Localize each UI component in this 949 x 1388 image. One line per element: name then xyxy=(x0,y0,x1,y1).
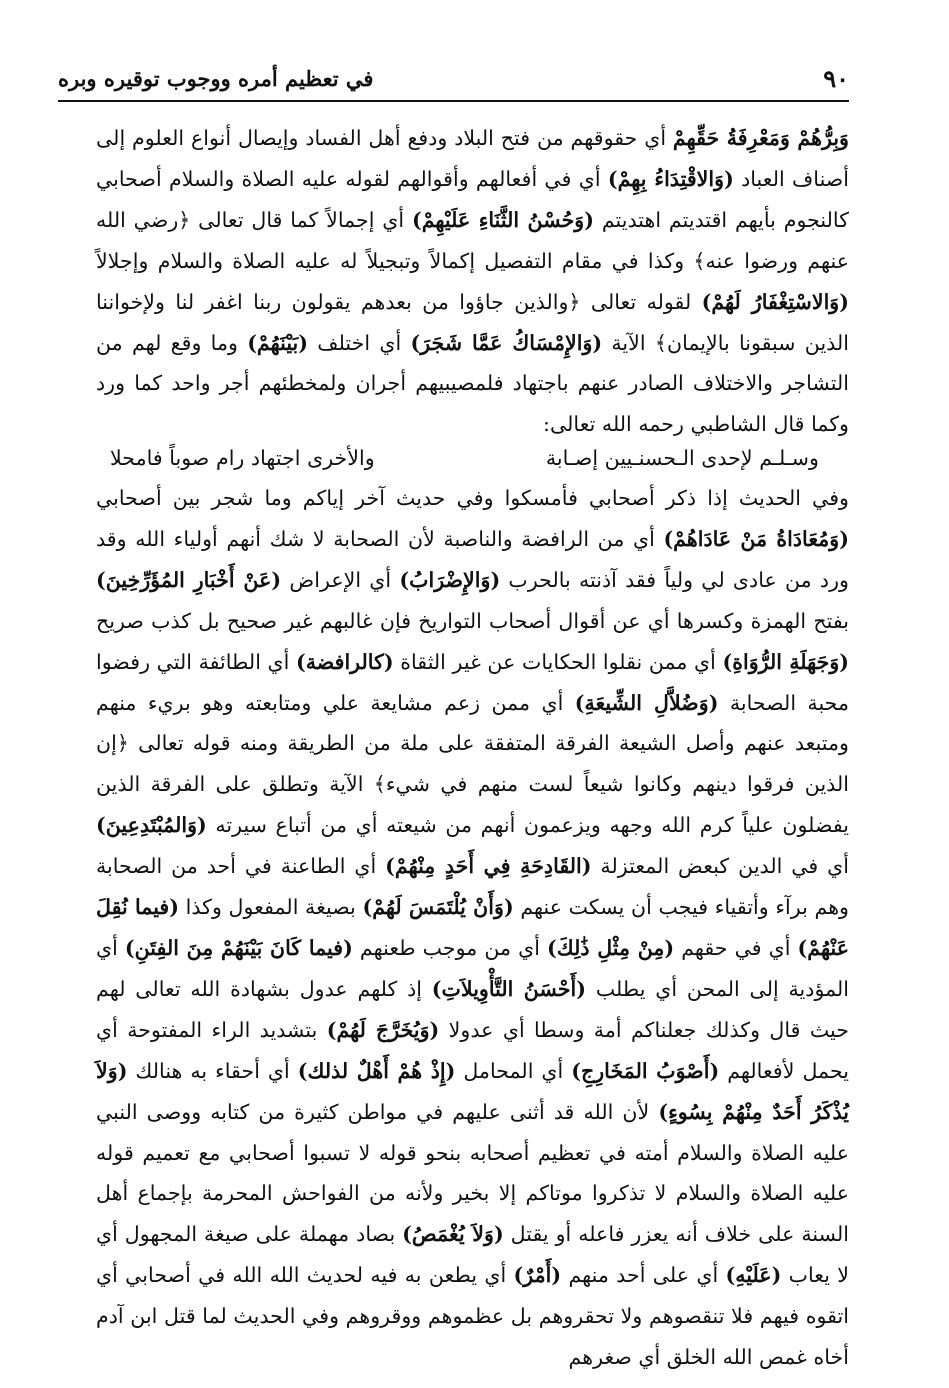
sharh-text: أي في حقهم xyxy=(674,935,798,960)
page-number: ٩٠ xyxy=(823,63,849,93)
matn-phrase: (أَمْرٌ) xyxy=(513,1263,562,1288)
poetry-verse xyxy=(110,438,819,478)
sharh-text: وما وقع لهم من التشاجر والاختلاف الصادر عنهم باجتهاد فلمصيبيهم أجران ولمخطئهم أجر واحد كما ورد وكما قال الشاطبي رحمه الله تعالى: xyxy=(96,330,849,437)
matn-phrase: (وَمُعَادَاةُ مَنْ عَادَاهُمْ) xyxy=(663,526,849,551)
sharh-text: أي الطاعنة في أحد من الصحابة وهم برآء وأتقياء فيجب أن يسكت عنهم xyxy=(96,854,850,920)
matn-phrase: (كالرافضة) xyxy=(295,649,394,674)
matn-phrase: (وَأَنْ يُلْتَمَسَ لَهُمْ) xyxy=(362,895,514,920)
matn-phrase: (وَالإِضْرَابُ) xyxy=(399,567,501,592)
matn-phrase: (وَالإِمْسَاكُ عَمَّا شَجَرَ) xyxy=(410,330,603,355)
page-header xyxy=(58,56,849,102)
matn-phrase: (عَنْ أَخْبَارِ المُؤَرِّخِينَ) xyxy=(96,567,282,592)
matn-phrase: (وَضُلاَّلِ الشِّيعَةِ) xyxy=(574,690,719,715)
matn-phrase: (وَلاَ يُغْمَصُ) xyxy=(402,1222,504,1247)
matn-phrase: (وَجَهَلَةِ الرُّوَاةِ) xyxy=(722,649,850,674)
sharh-text: أي ممن نقلوا الحكايات عن غير الثقاة xyxy=(393,649,723,674)
matn-phrase: (وَالاقْتِدَاءُ بِهِمْ) xyxy=(607,166,734,191)
sharh-text: أي المؤدية إلى المحن أي يطلب xyxy=(96,935,849,1001)
sharh-text: بفتح الهمزة وكسرها أي عن أقوال أصحاب التواريخ فإن غالبهم غير صحيح بل كذب صريح xyxy=(96,608,849,633)
sharh-text: لأن الله قد أثنى عليهم في مواطن كثيرة من كتابه ووصى النبي عليه الصلاة والسلام أمته في تعظيم أصحابه بنحو قوله لا تسبوا أصحابي مع تعميم قوله عليه الصلاة والسلام لا تذكروا موتاكم إلا بخير ولأنه من الفواحش المحرمة بإجماع أهل السنة على خلاف أنه يعزر فاعله أو يقتل xyxy=(96,1099,849,1247)
sharh-text: أي المحامل xyxy=(455,1058,572,1083)
running-title: في تعظيم أمره ووجوب توقيره وبره xyxy=(58,65,374,91)
commentary-paragraph-2 xyxy=(96,478,849,1378)
sharh-text: بصاد مهملة على صيغة المجهول أي لا يعاب xyxy=(96,1222,850,1288)
sharh-text: أي في الدين كبعض المعتزلة xyxy=(591,854,850,879)
sharh-text: أي إجمالاً كما قال تعالى ﴿رضي الله عنهم ورضوا عنه﴾ وكذا في مقام التفصيل إكمالاً وتبجيلاً له عليه الصلاة والسلام وإجلالاً xyxy=(96,207,850,273)
sharh-text: لقوله تعالى ﴿والذين جاؤوا من بعدهم يقولون ربنا اغفر لنا ولإخواننا الذين سبقونا بالإيمان﴾ الآية xyxy=(96,289,849,355)
sharh-text: أي الإعراض xyxy=(281,567,400,592)
matn-phrase: (فيما كَانَ بَيْنَهُمْ مِنَ الفِتَنِ) xyxy=(124,935,353,960)
sharh-text: أي أحقاء به هنالك xyxy=(127,1058,298,1083)
sharh-text: إذ كلهم عدول بشهادة الله تعالى لهم حيث قال وكذلك جعلناكم أمة وسطا أي عدولا xyxy=(96,976,850,1042)
matn-phrase: (وَالمُبْتَدِعِينَ) xyxy=(96,813,207,838)
sharh-text: أي من الرافضة والناصبة لأن الصحابة لا شك أنهم أولياء الله وقد ورد من عادى لي ولياً فقد آذنته بالحرب xyxy=(96,526,849,592)
sharh-text: أي من موجب طعنهم xyxy=(352,935,547,960)
matn-phrase: (بَيْنَهُمْ) xyxy=(247,330,309,355)
sharh-text: أي في أفعالهم وأقوالهم لقوله عليه الصلاة والسلام أصحابي كالنجوم بأيهم اقتديتم اهتديتم xyxy=(96,166,849,232)
matn-phrase: وَبِرُّهُمْ وَمَعْرِفَةُ حَقِّهِمْ xyxy=(672,126,849,150)
matn-phrase: (وَالاسْتِغْفَارُ لَهُمْ) xyxy=(701,289,849,314)
matn-phrase: (أَحْسَنُ التَّأْوِيلاَتِ) xyxy=(431,976,587,1001)
sharh-text: أي على أحد منهم xyxy=(561,1263,726,1288)
matn-phrase: (أَصْوَبُ المَخَارِجِ) xyxy=(571,1058,720,1083)
matn-phrase: (إِذْ هُمْ أَهْلٌ لذلك) xyxy=(297,1058,456,1083)
matn-phrase: (مِنْ مِثْلِ ذَٰلِكَ) xyxy=(546,935,675,960)
matn-phrase: (وَلاَ يُذْكَرُ أَحَدٌ مِنْهُمْ بِسُوءٍ) xyxy=(96,1058,849,1124)
matn-phrase: (وَيُخَرَّجَ لَهُمْ) xyxy=(326,1017,440,1042)
sharh-text: بصيغة المفعول وكذا xyxy=(179,895,363,920)
matn-phrase: (وَحُسْنُ الثَّنَاءِ عَلَيْهِمْ) xyxy=(411,207,594,232)
sharh-text: أي حقوقهم من فتح البلاد ودفع أهل الفساد وإيصال أنواع العلوم إلى أصناف العباد xyxy=(96,126,849,191)
sharh-text: بتشديد الراء المفتوحة أي يحمل لأفعالهم xyxy=(96,1017,849,1083)
matn-phrase: (فيما نُقِلَ عَنْهُمْ) xyxy=(96,895,849,960)
matn-phrase: (عَلَيْهِ) xyxy=(725,1263,782,1288)
matn-phrase: (القَادِحَةِ فِي أَحَدٍ مِنْهُمْ) xyxy=(385,854,592,879)
sharh-text: وفي الحديث إذا ذكر أصحابي فأمسكوا وفي حديث آخر إياكم وما شجر بين أصحابي xyxy=(96,486,849,510)
verse-second-hemistich: والأخرى اجتهاد رام صوباً فامحلا xyxy=(110,446,375,470)
sharh-text: أي ممن زعم مشايعة علي ومتابعته وهو بريء منهم ومتبعد عنهم وأصل الشيعة الفرقة المتفقة على ملة من الطريقة ومنه قوله تعالى ﴿إن الذين فرقوا دينهم وكانوا شيعاً لست منهم في شيء﴾ الآية وتطلق على الفرقة الذين يفضلون علياً كرم الله وجهه ويزعمون أنهم من شيعته أي من أتباع سيرته xyxy=(96,690,849,838)
commentary-paragraph-1 xyxy=(96,118,849,445)
sharh-text: أي الطائفة التي رفضوا محبة الصحابة xyxy=(96,649,850,715)
sharh-text: أي اختلف xyxy=(308,330,411,355)
sharh-text: أي يطعن به فيه لحديث الله الله في أصحابي أي اتقوه فيهم فلا تنقصوهم ولا تحقروهم بل عظموهم ووقروهم وفي الحديث لما قتل ابن آدم أخاه غمص الله الخلق أي صغرهم xyxy=(96,1263,849,1370)
verse-first-hemistich: وسـلـم لإحدى الـحسنـيين إصـابة xyxy=(545,446,819,470)
